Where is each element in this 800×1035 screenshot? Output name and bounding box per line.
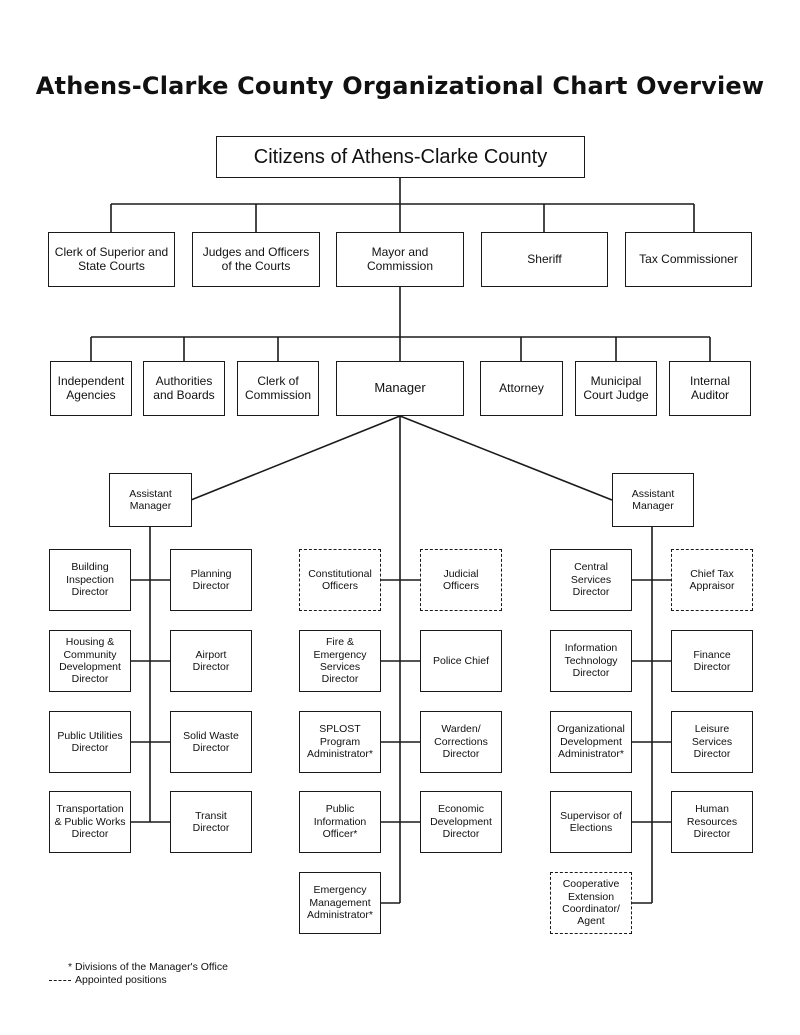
finance-node: Finance Director — [671, 630, 753, 692]
housing-community-node: Housing & Community Development Director — [49, 630, 131, 692]
assistant-manager-left-node: Assistant Manager — [109, 473, 192, 527]
dashed-line-sample — [49, 980, 71, 981]
organizational-development-node: Organizational Development Administrator* — [550, 711, 632, 773]
legend-appointed-text: Appointed positions — [75, 974, 167, 986]
public-utilities-node: Public Utilities Director — [49, 711, 131, 773]
independent-agencies-node: Independent Agencies — [50, 361, 132, 416]
legend-appointed — [49, 974, 167, 986]
information-technology-node: Information Technology Director — [550, 630, 632, 692]
fire-emergency-node: Fire & Emergency Services Director — [299, 630, 381, 692]
transit-node: Transit Director — [170, 791, 252, 853]
citizens-node: Citizens of Athens-Clarke County — [216, 136, 585, 178]
police-chief-node: Police Chief — [420, 630, 502, 692]
assistant-manager-right-node: Assistant Manager — [612, 473, 694, 527]
planning-node: Planning Director — [170, 549, 252, 611]
public-information-node: Public Information Officer* — [299, 791, 381, 853]
emergency-management-node: Emergency Management Administrator* — [299, 872, 381, 934]
warden-node: Warden/ Corrections Director — [420, 711, 502, 773]
judges-officers-node: Judges and Officers of the Courts — [192, 232, 320, 287]
manager-node: Manager — [336, 361, 464, 416]
central-services-node: Central Services Director — [550, 549, 632, 611]
judicial-officers-node: Judicial Officers — [420, 549, 502, 611]
authorities-boards-node: Authorities and Boards — [143, 361, 225, 416]
attorney-node: Attorney — [480, 361, 563, 416]
solid-waste-node: Solid Waste Director — [170, 711, 252, 773]
mayor-commission-node: Mayor and Commission — [336, 232, 464, 287]
clerk-superior-node: Clerk of Superior and State Courts — [48, 232, 175, 287]
legend-divisions-text: * Divisions of the Manager's Office — [68, 961, 228, 973]
municipal-judge-node: Municipal Court Judge — [575, 361, 657, 416]
transportation-node: Transportation & Public Works Director — [49, 791, 131, 853]
sheriff-node: Sheriff — [481, 232, 608, 287]
splost-node: SPLOST Program Administrator* — [299, 711, 381, 773]
leisure-services-node: Leisure Services Director — [671, 711, 753, 773]
chart-title: Athens-Clarke County Organizational Chart Overview — [35, 72, 765, 100]
building-inspection-node: Building Inspection Director — [49, 549, 131, 611]
human-resources-node: Human Resources Director — [671, 791, 753, 853]
supervisor-elections-node: Supervisor of Elections — [550, 791, 632, 853]
cooperative-extension-node: Cooperative Extension Coordinator/ Agent — [550, 872, 632, 934]
constitutional-officers-node: Constitutional Officers — [299, 549, 381, 611]
internal-auditor-node: Internal Auditor — [669, 361, 751, 416]
tax-commissioner-node: Tax Commissioner — [625, 232, 752, 287]
legend-divisions — [68, 961, 228, 973]
clerk-commission-node: Clerk of Commission — [237, 361, 319, 416]
economic-development-node: Economic Development Director — [420, 791, 502, 853]
airport-node: Airport Director — [170, 630, 252, 692]
chief-tax-appraisor-node: Chief Tax Appraisor — [671, 549, 753, 611]
